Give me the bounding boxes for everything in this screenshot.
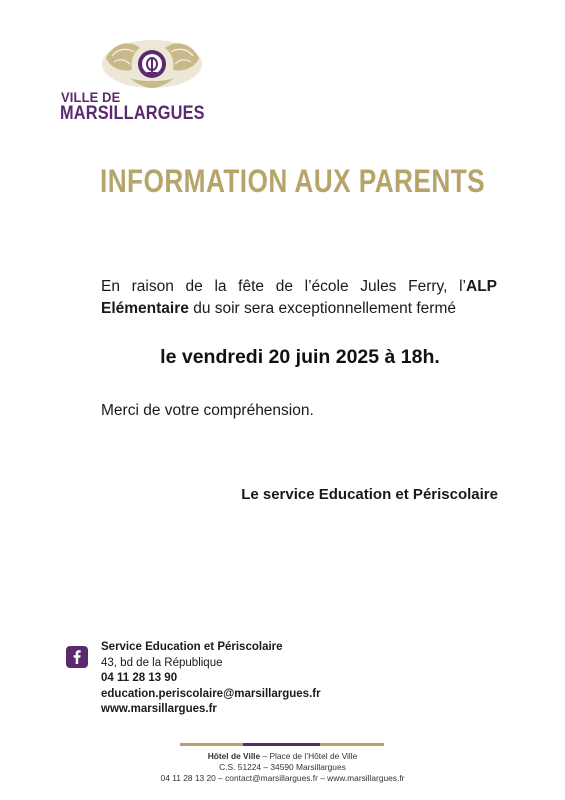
footer-line-1: [0, 751, 565, 762]
contact-website-link[interactable]: www.marsillargues.fr: [101, 703, 217, 715]
footer: [0, 751, 565, 784]
footer-divider: [180, 743, 384, 746]
logo-text-city: MARSILLARGUES: [60, 103, 205, 124]
intro-text-start: En raison de la fête de l’école Jules Ferry, l’: [101, 278, 466, 295]
city-emblem-icon: [100, 38, 205, 90]
city-logo: [60, 38, 250, 128]
thanks-text: Merci de votre compréhension.: [101, 402, 314, 419]
contact-service: Service Education et Périscolaire: [101, 641, 283, 653]
intro-text-end: du soir sera exceptionnellement fermé: [188, 300, 456, 317]
footer-line-3: 04 11 28 13 20 – contact@marsillargues.fr – www.marsillargues.fr: [160, 773, 405, 783]
footer-divider-accent: [243, 743, 320, 746]
contact-lines: [101, 640, 321, 718]
contact-address: 43, bd de la République: [101, 656, 223, 669]
intro-paragraph: [101, 276, 497, 320]
footer-hotel-address: – Place de l’Hôtel de Ville: [260, 751, 358, 761]
footer-line-2: C.S. 51224 – 34590 Marsillargues: [219, 762, 346, 772]
contact-email-link[interactable]: education.periscolaire@marsillargues.fr: [101, 687, 321, 700]
footer-hotel-label: Hôtel de Ville: [207, 751, 261, 761]
closing-date: le vendredi 20 juin 2025 à 18h.: [160, 346, 440, 368]
facebook-icon[interactable]: [66, 646, 88, 668]
intro-highlight: ALP Elémentaire: [101, 278, 497, 317]
page-title: INFORMATION AUX PARENTS: [100, 163, 486, 199]
logo-text-small: VILLE DE: [61, 89, 121, 105]
signature: Le service Education et Périscolaire: [241, 486, 498, 503]
contact-phone[interactable]: 04 11 28 13 90: [101, 672, 178, 684]
